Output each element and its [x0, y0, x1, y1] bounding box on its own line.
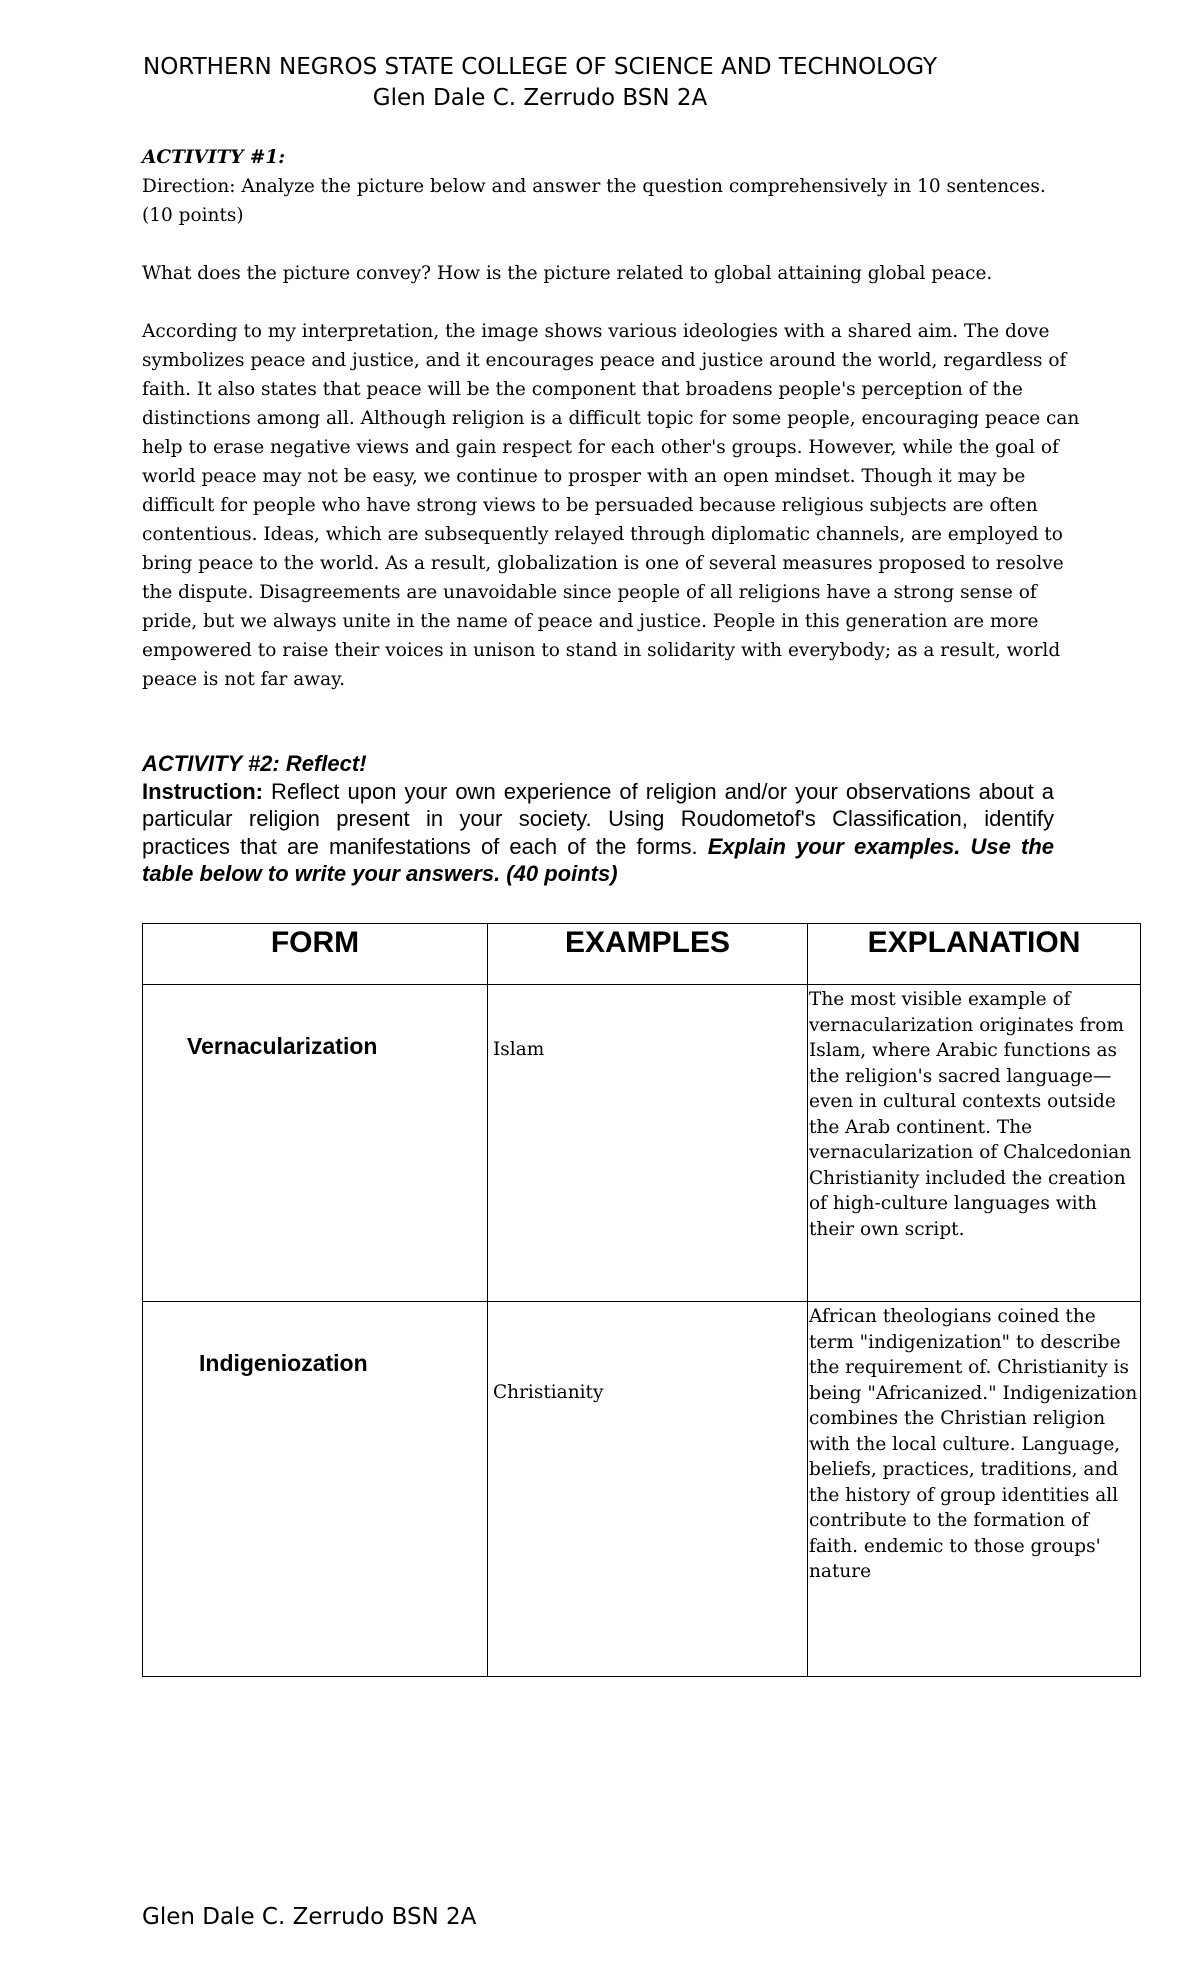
form-label: Indigeniozation [199, 1350, 368, 1376]
activity-1-section [142, 143, 1082, 694]
table-row [143, 1302, 1141, 1677]
header-examples: EXAMPLES [488, 924, 808, 985]
form-cell [143, 985, 488, 1302]
example-cell [488, 985, 808, 1302]
example-text: Christianity [493, 1382, 604, 1403]
activity-2-instruction [142, 778, 1054, 888]
form-cell [143, 1302, 488, 1677]
forms-table [142, 923, 1141, 1677]
activity-1-answer: According to my interpretation, the image shows various ideologies with a shared aim. The dove symbolizes peace and justice, and it encourages peace and justice around the world, regardless of faith. It also states that peace will be the component that broadens people's perception of the distinctions among all. Although religion is a difficult topic for some people, encouraging peace can help to erase negative views and gain respect for each other's groups. However, while the goal of world peace may not be easy, we continue to prosper with an open mindset. Though it may be difficult for people who have strong views to be persuaded because religious subjects are often contentious. Ideas, which are subsequently relayed through diplomatic channels, are employed to bring peace to the world. As a result, globalization is one of several measures proposed to resolve the dispute. Disagreements are unavoidable since people of all religions have a strong sense of pride, but we always unite in the name of peace and justice. People in this generation are more empowered to raise their voices in unison to stand in solidarity with everybody; as a result, world peace is not far away. [142, 321, 1080, 690]
header-form: FORM [143, 924, 488, 985]
activity-1-direction: Direction: Analyze the picture below and answer the question comprehensively in 10 sentences. (10 points) [142, 176, 1046, 226]
explanation-cell [808, 1302, 1141, 1677]
instruction-emphasis: Explain your examples. Use the table below to write your answers. (40 points) [142, 833, 1054, 886]
explanation-text: African theologians coined the term "indigenization" to describe the requirement of. Christianity is being "Africanized." Indigenization combines the Christian religion with the local culture. Language, beliefs, practices, traditions, and the history of group identities all contribute to the formation of faith. endemic to those groups' nature [809, 1306, 1138, 1582]
header-explanation: EXPLANATION [808, 924, 1141, 985]
activity-2-title: ACTIVITY #2: Reflect! [142, 751, 367, 776]
explanation-text: The most visible example of vernacularization originates from Islam, where Arabic functions as the religion's sacred language—even in cultural contexts outside the Arab continent. The vernacularization of Chalcedonian Christianity included the creation of high-culture languages with their own script. [809, 989, 1132, 1240]
instruction-text: Reflect upon your own experience of religion and/or your observations about a particular religion present in your society. Using Roudometof's Classification, identify practices that are manifestations of each of the forms. [142, 778, 1054, 859]
table-header-row [143, 924, 1141, 985]
page-footer: Glen Dale C. Zerrudo BSN 2A [142, 1904, 477, 1930]
example-cell [488, 1302, 808, 1677]
institution-name: NORTHERN NEGROS STATE COLLEGE OF SCIENCE AND TECHNOLOGY [143, 54, 937, 80]
activity-1-title: ACTIVITY #1: [142, 147, 286, 168]
student-name: Glen Dale C. Zerrudo BSN 2A [372, 85, 708, 111]
page-header [0, 52, 1080, 114]
instruction-label: Instruction: [142, 778, 263, 804]
table-row [143, 985, 1141, 1302]
activity-2-section [142, 750, 1054, 888]
form-label: Vernacularization [187, 1033, 378, 1059]
explanation-cell [808, 985, 1141, 1302]
activity-1-question: What does the picture convey? How is the picture related to global attaining global peace. [142, 263, 993, 284]
example-text: Islam [493, 1039, 545, 1060]
